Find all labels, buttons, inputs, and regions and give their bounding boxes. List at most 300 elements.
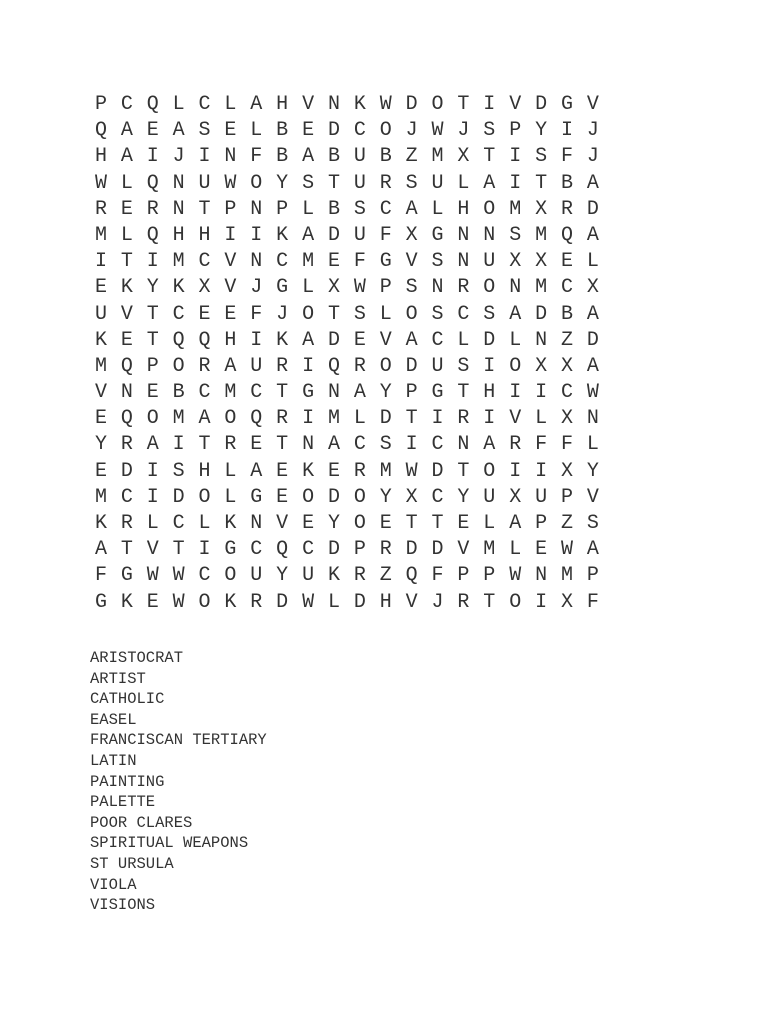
grid-cell: C	[250, 381, 263, 405]
grid-cell: G	[431, 381, 444, 405]
grid-cell: F	[535, 433, 548, 457]
grid-row	[88, 380, 606, 406]
grid-cell: D	[405, 354, 418, 378]
grid-cell: B	[379, 145, 392, 169]
word-list-item: EASEL	[90, 710, 137, 729]
grid-cell: I	[198, 145, 211, 169]
grid-cell: M	[379, 459, 392, 483]
grid-cell: R	[457, 276, 470, 300]
grid-cell: A	[483, 433, 496, 457]
grid-cell: C	[560, 381, 573, 405]
grid-cell: W	[509, 564, 522, 588]
grid-cell: T	[431, 512, 444, 535]
grid-cell: P	[146, 354, 159, 378]
grid-cell: M	[535, 223, 548, 247]
grid-cell: R	[120, 512, 133, 535]
grid-cell: T	[146, 302, 159, 326]
grid-cell: C	[172, 512, 185, 535]
grid-cell: S	[302, 171, 315, 195]
grid-cell: S	[353, 197, 366, 221]
grid-cell: T	[483, 590, 496, 614]
grid-cell: B	[172, 381, 185, 405]
grid-cell: Z	[560, 328, 573, 352]
grid-cell: Y	[276, 171, 289, 195]
grid-cell: T	[276, 381, 289, 405]
grid-cell: L	[379, 302, 392, 326]
grid-cell: A	[94, 538, 107, 562]
grid-cell: Z	[560, 512, 573, 535]
grid-cell: G	[224, 538, 237, 562]
grid-cell: N	[535, 564, 548, 588]
grid-cell: R	[379, 171, 392, 195]
grid-cell: N	[457, 250, 470, 274]
grid-cell: S	[457, 354, 470, 378]
grid-cell: M	[224, 381, 237, 405]
grid-cell: E	[353, 328, 366, 352]
grid-cell: E	[560, 250, 573, 274]
grid-cell: A	[405, 197, 418, 221]
grid-cell: F	[560, 433, 573, 457]
grid-cell: O	[224, 564, 237, 588]
grid-cell: O	[302, 485, 315, 509]
grid-cell: M	[327, 407, 340, 431]
grid-cell: N	[250, 197, 263, 221]
grid-cell: E	[327, 459, 340, 483]
grid-cell: E	[146, 381, 159, 405]
grid-cell: S	[509, 223, 522, 247]
grid-cell: E	[198, 302, 211, 326]
grid-cell: N	[172, 171, 185, 195]
grid-cell: V	[94, 381, 107, 405]
grid-cell: I	[431, 407, 444, 431]
grid-cell: O	[250, 171, 263, 195]
grid-cell: Z	[379, 564, 392, 588]
grid-cell: Y	[379, 485, 392, 509]
grid-cell: I	[146, 250, 159, 274]
grid-cell: Q	[405, 564, 418, 588]
grid-cell: P	[276, 197, 289, 221]
grid-cell: M	[94, 485, 107, 509]
grid-cell: A	[146, 433, 159, 457]
grid-cell: K	[94, 328, 107, 352]
grid-cell: R	[94, 197, 107, 221]
grid-cell: P	[483, 564, 496, 588]
grid-cell: O	[483, 459, 496, 483]
grid-cell: A	[586, 223, 599, 247]
grid-cell: C	[120, 93, 133, 116]
grid-cell: E	[327, 250, 340, 274]
grid-cell: D	[379, 407, 392, 431]
grid-cell: F	[379, 223, 392, 247]
grid-cell: E	[120, 328, 133, 352]
grid-cell: D	[431, 538, 444, 562]
grid-cell: L	[120, 171, 133, 195]
grid-cell: P	[224, 197, 237, 221]
grid-cell: N	[535, 328, 548, 352]
grid-cell: D	[172, 485, 185, 509]
grid-cell: M	[94, 223, 107, 247]
grid-cell: F	[250, 302, 263, 326]
grid-cell: M	[94, 354, 107, 378]
grid-cell: L	[302, 197, 315, 221]
grid-cell: L	[483, 512, 496, 535]
grid-cell: C	[457, 302, 470, 326]
grid-cell: V	[509, 93, 522, 116]
grid-row	[88, 275, 606, 301]
grid-cell: Q	[250, 407, 263, 431]
grid-cell: S	[379, 433, 392, 457]
word-list-item: CATHOLIC	[90, 690, 165, 709]
grid-cell: K	[120, 276, 133, 300]
grid-cell: R	[198, 354, 211, 378]
grid-cell: S	[535, 145, 548, 169]
grid-cell: H	[224, 328, 237, 352]
grid-cell: S	[483, 302, 496, 326]
grid-cell: O	[483, 197, 496, 221]
grid-cell: Q	[276, 538, 289, 562]
grid-cell: L	[586, 250, 599, 274]
word-list-item: ST URSULA	[90, 854, 174, 873]
grid-row	[88, 171, 606, 197]
grid-cell: E	[146, 590, 159, 614]
grid-cell: H	[198, 223, 211, 247]
grid-cell: L	[250, 119, 263, 143]
grid-cell: X	[560, 407, 573, 431]
grid-cell: Y	[327, 512, 340, 535]
grid-cell: Q	[198, 328, 211, 352]
grid-cell: S	[405, 276, 418, 300]
grid-cell: V	[457, 538, 470, 562]
grid-cell: S	[431, 250, 444, 274]
grid-cell: X	[560, 459, 573, 483]
grid-cell: W	[379, 93, 392, 116]
grid-cell: D	[483, 328, 496, 352]
grid-cell: M	[302, 250, 315, 274]
grid-cell: N	[250, 512, 263, 535]
grid-cell: Q	[120, 354, 133, 378]
grid-cell: G	[276, 276, 289, 300]
grid-cell: L	[327, 590, 340, 614]
grid-cell: L	[198, 512, 211, 535]
grid-cell: I	[509, 381, 522, 405]
grid-cell: N	[224, 145, 237, 169]
grid-cell: O	[224, 407, 237, 431]
grid-cell: L	[224, 93, 237, 116]
grid-cell: V	[276, 512, 289, 535]
grid-cell: E	[224, 119, 237, 143]
grid-cell: H	[172, 223, 185, 247]
grid-cell: S	[353, 302, 366, 326]
grid-cell: O	[172, 354, 185, 378]
grid-cell: S	[172, 459, 185, 483]
grid-cell: L	[457, 328, 470, 352]
grid-cell: R	[276, 407, 289, 431]
grid-cell: N	[120, 381, 133, 405]
grid-row	[88, 590, 606, 616]
grid-cell: D	[327, 485, 340, 509]
grid-cell: A	[586, 354, 599, 378]
grid-cell: W	[94, 171, 107, 195]
grid-cell: C	[198, 381, 211, 405]
grid-cell: G	[431, 223, 444, 247]
word-list-item: VISIONS	[90, 896, 156, 915]
grid-cell: G	[94, 590, 107, 614]
word-search-grid	[88, 92, 606, 616]
grid-cell: A	[586, 538, 599, 562]
grid-cell: C	[560, 276, 573, 300]
grid-cell: I	[250, 328, 263, 352]
word-list-item: SPIRITUAL WEAPONS	[90, 834, 249, 853]
grid-cell: G	[120, 564, 133, 588]
grid-cell: W	[586, 381, 599, 405]
grid-cell: Q	[327, 354, 340, 378]
grid-cell: X	[198, 276, 211, 300]
grid-cell: K	[276, 328, 289, 352]
grid-cell: E	[276, 485, 289, 509]
grid-row	[88, 118, 606, 144]
grid-cell: D	[327, 223, 340, 247]
grid-cell: B	[276, 119, 289, 143]
grid-cell: O	[379, 354, 392, 378]
grid-cell: B	[327, 197, 340, 221]
grid-cell: A	[509, 512, 522, 535]
grid-cell: N	[327, 381, 340, 405]
grid-cell: D	[586, 197, 599, 221]
grid-cell: I	[509, 145, 522, 169]
grid-row	[88, 563, 606, 589]
grid-cell: X	[535, 354, 548, 378]
grid-cell: M	[172, 407, 185, 431]
grid-cell: O	[302, 302, 315, 326]
grid-cell: U	[250, 354, 263, 378]
grid-cell: R	[353, 354, 366, 378]
grid-cell: D	[431, 459, 444, 483]
grid-cell: J	[586, 145, 599, 169]
word-list-item: POOR CLARES	[90, 813, 193, 832]
grid-cell: I	[535, 459, 548, 483]
grid-cell: R	[250, 590, 263, 614]
grid-cell: A	[509, 302, 522, 326]
grid-cell: P	[509, 119, 522, 143]
grid-cell: G	[250, 485, 263, 509]
grid-cell: T	[276, 433, 289, 457]
grid-cell: C	[353, 119, 366, 143]
grid-cell: U	[483, 485, 496, 509]
word-list-item: FRANCISCAN TERTIARY	[90, 731, 267, 750]
grid-cell: D	[276, 590, 289, 614]
grid-row	[88, 511, 606, 537]
grid-cell: H	[457, 197, 470, 221]
grid-row	[88, 249, 606, 275]
grid-cell: L	[302, 276, 315, 300]
grid-cell: Q	[120, 407, 133, 431]
grid-cell: J	[172, 145, 185, 169]
grid-cell: A	[120, 119, 133, 143]
grid-cell: G	[560, 93, 573, 116]
grid-cell: D	[327, 538, 340, 562]
grid-cell: A	[302, 328, 315, 352]
grid-cell: C	[276, 250, 289, 274]
grid-cell: O	[353, 485, 366, 509]
grid-cell: H	[483, 381, 496, 405]
word-list-item: LATIN	[90, 751, 137, 770]
grid-cell: K	[224, 512, 237, 535]
grid-cell: T	[457, 93, 470, 116]
grid-cell: T	[198, 197, 211, 221]
grid-cell: N	[250, 250, 263, 274]
grid-row	[88, 92, 606, 118]
grid-cell: K	[327, 564, 340, 588]
grid-cell: U	[353, 171, 366, 195]
grid-cell: Q	[560, 223, 573, 247]
grid-cell: C	[198, 250, 211, 274]
grid-cell: X	[405, 485, 418, 509]
grid-cell: O	[198, 590, 211, 614]
grid-cell: L	[224, 459, 237, 483]
grid-cell: M	[431, 145, 444, 169]
grid-cell: L	[146, 512, 159, 535]
grid-cell: R	[457, 407, 470, 431]
grid-cell: Y	[586, 459, 599, 483]
grid-cell: D	[535, 302, 548, 326]
grid-cell: A	[250, 93, 263, 116]
grid-cell: D	[535, 93, 548, 116]
grid-cell: X	[535, 197, 548, 221]
grid-cell: A	[198, 407, 211, 431]
grid-cell: E	[302, 512, 315, 535]
grid-cell: I	[483, 354, 496, 378]
grid-cell: W	[172, 590, 185, 614]
grid-cell: K	[353, 93, 366, 116]
grid-cell: P	[457, 564, 470, 588]
grid-row	[88, 432, 606, 458]
grid-cell: H	[94, 145, 107, 169]
grid-cell: I	[302, 407, 315, 431]
grid-cell: L	[353, 407, 366, 431]
grid-cell: O	[379, 119, 392, 143]
grid-cell: X	[509, 250, 522, 274]
grid-cell: K	[94, 512, 107, 535]
grid-cell: R	[276, 354, 289, 378]
grid-cell: U	[535, 485, 548, 509]
grid-cell: E	[94, 459, 107, 483]
grid-cell: K	[172, 276, 185, 300]
grid-cell: Y	[276, 564, 289, 588]
grid-cell: K	[276, 223, 289, 247]
grid-cell: P	[353, 538, 366, 562]
grid-cell: N	[586, 407, 599, 431]
grid-cell: R	[560, 197, 573, 221]
grid-cell: X	[560, 354, 573, 378]
grid-cell: O	[405, 302, 418, 326]
grid-cell: I	[250, 223, 263, 247]
grid-cell: R	[509, 433, 522, 457]
grid-cell: I	[509, 171, 522, 195]
grid-cell: N	[302, 433, 315, 457]
grid-cell: J	[405, 119, 418, 143]
grid-cell: F	[586, 590, 599, 614]
grid-cell: L	[509, 538, 522, 562]
grid-cell: E	[379, 512, 392, 535]
grid-cell: U	[431, 354, 444, 378]
grid-row	[88, 537, 606, 563]
grid-cell: T	[120, 250, 133, 274]
grid-cell: L	[509, 328, 522, 352]
grid-cell: A	[250, 459, 263, 483]
grid-cell: O	[431, 93, 444, 116]
grid-cell: I	[560, 119, 573, 143]
grid-cell: V	[146, 538, 159, 562]
grid-cell: J	[276, 302, 289, 326]
grid-cell: C	[120, 485, 133, 509]
grid-cell: N	[327, 93, 340, 116]
grid-cell: I	[509, 459, 522, 483]
grid-cell: I	[146, 145, 159, 169]
word-list-item: PALETTE	[90, 793, 156, 812]
grid-cell: U	[483, 250, 496, 274]
grid-cell: Y	[94, 433, 107, 457]
grid-cell: O	[198, 485, 211, 509]
grid-row	[88, 459, 606, 485]
grid-cell: L	[120, 223, 133, 247]
word-list-item: ARISTOCRAT	[90, 649, 184, 667]
grid-row	[88, 197, 606, 223]
grid-cell: W	[224, 171, 237, 195]
grid-cell: Y	[379, 381, 392, 405]
grid-cell: A	[353, 381, 366, 405]
grid-cell: F	[353, 250, 366, 274]
grid-cell: P	[379, 276, 392, 300]
grid-cell: S	[586, 512, 599, 535]
grid-row	[88, 223, 606, 249]
grid-cell: C	[302, 538, 315, 562]
grid-cell: S	[483, 119, 496, 143]
grid-row	[88, 328, 606, 354]
grid-cell: E	[250, 433, 263, 457]
grid-cell: F	[250, 145, 263, 169]
grid-cell: T	[405, 407, 418, 431]
grid-cell: M	[509, 197, 522, 221]
grid-cell: P	[535, 512, 548, 535]
grid-cell: N	[457, 223, 470, 247]
grid-cell: B	[276, 145, 289, 169]
grid-cell: Q	[146, 223, 159, 247]
grid-cell: I	[483, 407, 496, 431]
grid-cell: X	[327, 276, 340, 300]
grid-cell: S	[431, 302, 444, 326]
grid-row	[88, 144, 606, 170]
grid-cell: R	[353, 459, 366, 483]
grid-cell: J	[431, 590, 444, 614]
grid-cell: Y	[146, 276, 159, 300]
grid-cell: Y	[535, 119, 548, 143]
grid-cell: I	[198, 538, 211, 562]
grid-cell: O	[483, 276, 496, 300]
grid-cell: E	[535, 538, 548, 562]
grid-cell: I	[405, 433, 418, 457]
grid-cell: U	[94, 302, 107, 326]
grid-cell: D	[327, 119, 340, 143]
grid-cell: H	[198, 459, 211, 483]
grid-cell: U	[353, 223, 366, 247]
grid-cell: C	[431, 485, 444, 509]
grid-cell: V	[120, 302, 133, 326]
grid-cell: A	[224, 354, 237, 378]
grid-cell: A	[172, 119, 185, 143]
grid-cell: A	[302, 145, 315, 169]
grid-cell: V	[379, 328, 392, 352]
grid-cell: P	[586, 564, 599, 588]
